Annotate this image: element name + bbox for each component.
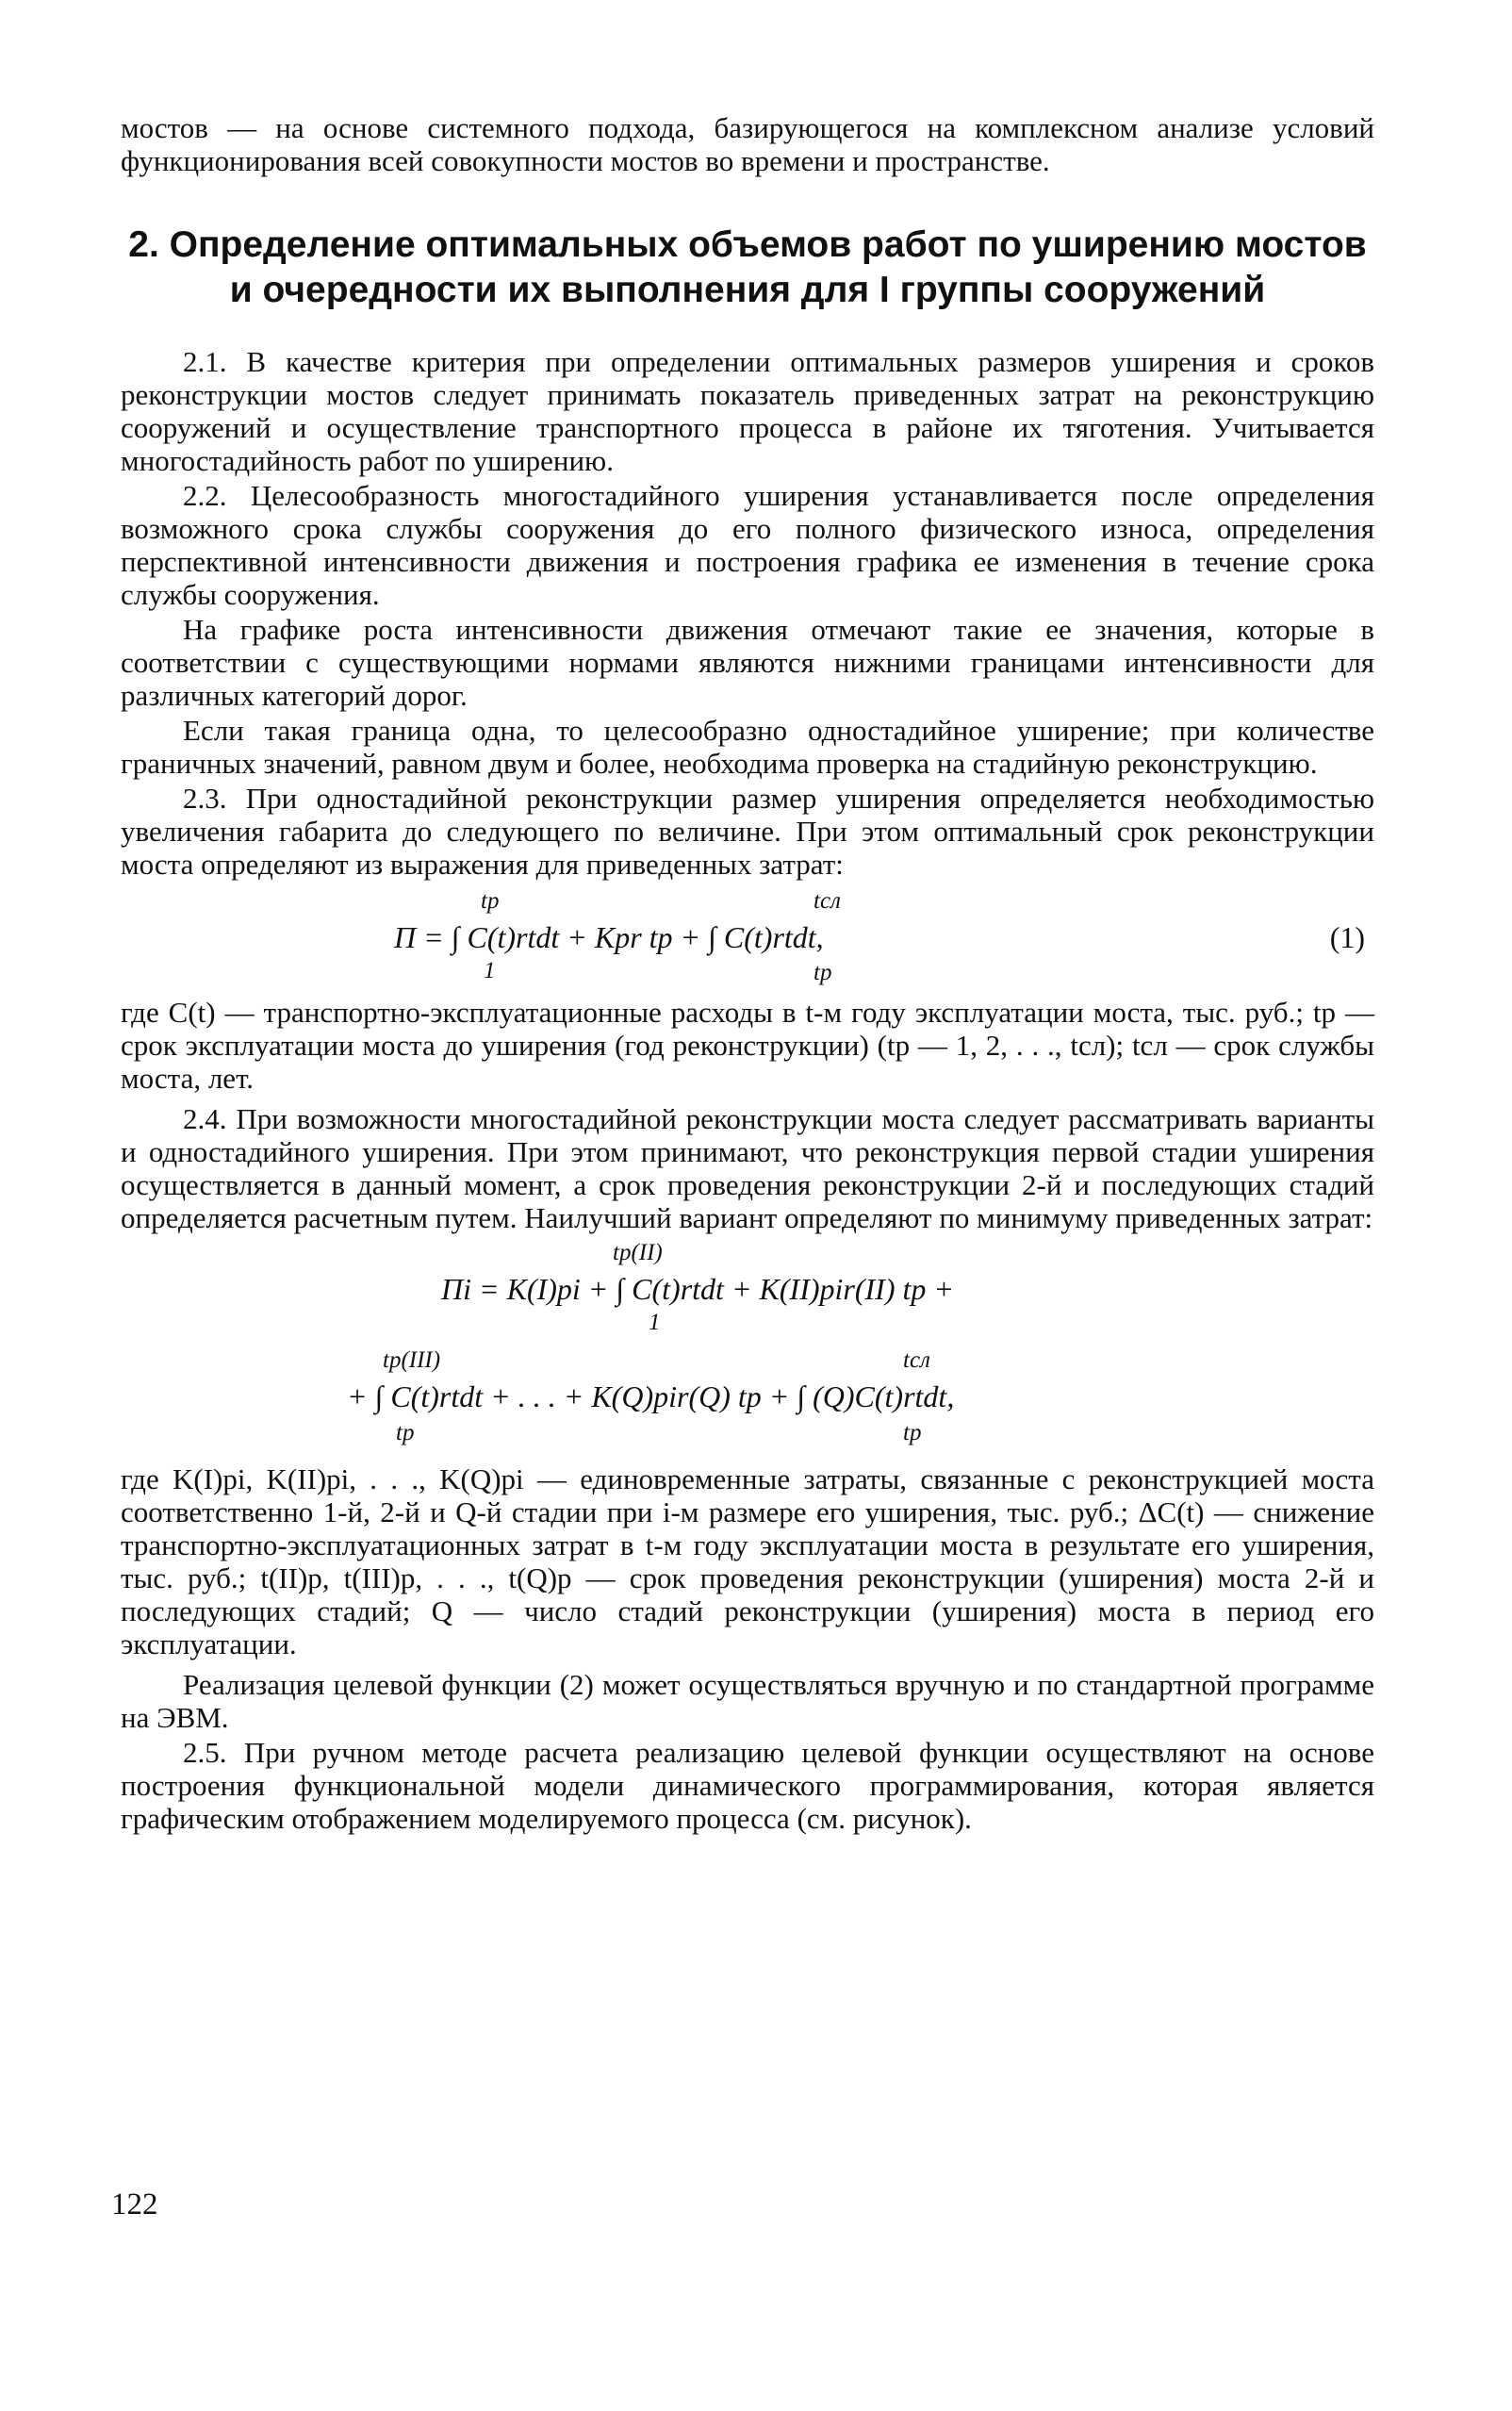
intro-paragraph: мостов — на основе системного подхода, базирующегося на комплексном анализе условий функционирования всей совокупности мостов во времени и пространстве.	[121, 111, 1374, 177]
formula-1-lower-limit-b: tр	[814, 960, 832, 985]
paragraph-implementation: Реализация целевой функции (2) может осуществляться вручную и по стандартной программе на ЭВМ.	[121, 1668, 1374, 1734]
formula-1-upper-limit-b: tсл	[814, 888, 841, 914]
formula-2-upper-limit-1: tр(II)	[613, 1240, 663, 1265]
formula-2-line-2: + ∫ C(t)rtdt + . . . + K(Q)pir(Q) tр + ∫ (Q)C(t)rtdt,	[347, 1379, 955, 1413]
paragraph-2-3: 2.3. При одностадийной реконструкции размер уширения определяется необходимостью увеличения габарита до следующего по величине. При этом оптимальный срок реконструкции моста определяют из выражения для приведенных затрат:	[121, 782, 1374, 881]
formula-1	[121, 883, 1374, 996]
formula-2-lower-limit-2a: tр	[396, 1420, 415, 1445]
section-title: 2. Определение оптимальных объемов работ по уширению мостов и очередности их выполнения для I группы сооружений	[128, 224, 1367, 310]
formula-1-lower-limit-a: 1	[484, 958, 496, 983]
paragraph-2-1: 2.1. В качестве критерия при определении оптимальных размеров уширения и сроков реконструкции мостов следует принимать показатель приведенных затрат на реконструкцию сооружений и осуществление транспортного процесса в районе их тяготения. Учитывается многостадийность работ по уширению.	[121, 345, 1374, 477]
formula-1-expression: П = ∫ C(t)rtdt + Kрr tр + ∫ C(t)rtdt,	[394, 920, 824, 954]
paragraph-2-5: 2.5. При ручном методе расчета реализацию целевой функции осуществляют на основе построения функциональной модели динамического программирования, которая является графическим отображением моделируемого процесса (см. рисунок).	[121, 1736, 1374, 1835]
formula-2	[121, 1236, 1374, 1462]
formula-1-upper-limit-a: tр	[481, 888, 500, 914]
formula-2-lower-limit-2b: tр	[903, 1420, 922, 1445]
formula-2-line-1: Пi = K(I)pi + ∫ C(t)rtdt + K(II)pir(II) tр +	[441, 1272, 954, 1306]
paragraph-2-4: 2.4. При возможности многостадийной реконструкции моста следует рассматривать варианты и одностадийного уширения. При этом принимают, что реконструкция первой стадии уширения осуществляется в данный момент, а срок проведения реконструкции 2-й и последующих стадий определяется расчетным путем. Наилучший вариант определяют по минимуму приведенных затрат:	[121, 1102, 1374, 1234]
formula-2-lower-limit-1: 1	[649, 1310, 661, 1335]
formula-1-number: (1)	[1329, 920, 1365, 954]
formula-2-legend: где K(I)pi, K(II)pi, . . ., K(Q)pi — единовременные затраты, связанные с реконструкцией моста соответственно 1-й, 2-й и Q-й стадии при i-м размере его уширения, тыс. руб.; ΔC(t) — снижение транспортно-эксплуатационных затрат в t-м году эксплуатации моста в результате его уширения, тыс. руб.; t(II)р, t(III)р, . . ., t(Q)р — срок проведения реконструкции (уширения) моста 2-й и последующих стадий; Q — число стадий реконструкции (уширения) моста в период его эксплуатации.	[121, 1462, 1374, 1660]
document-page	[121, 111, 1374, 1837]
formula-2-upper-limit-2b: tсл	[903, 1347, 930, 1373]
page-number: 122	[111, 2188, 158, 2221]
formula-1-legend: где C(t) — транспортно-эксплуатационные расходы в t-м году эксплуатации моста, тыс. руб.; tр — срок эксплуатации моста до уширения (год реконструкции) (tр — 1, 2, . . ., tсл); tсл — срок службы моста, лет.	[121, 996, 1374, 1095]
paragraph-2-2-graph: На графике роста интенсивности движения отмечают такие ее значения, которые в соответствии с существующими нормами являются нижними границами интенсивности для различных категорий дорог.	[121, 613, 1374, 712]
formula-2-upper-limit-2a: tр(III)	[383, 1347, 441, 1373]
paragraph-2-2: 2.2. Целесообразность многостадийного уширения устанавливается после определения возможного срока службы сооружения до его полного физического износа, определения перспективной интенсивности движения и построения графика ее изменения в течение срока службы сооружения.	[121, 479, 1374, 611]
paragraph-2-2-boundary: Если такая граница одна, то целесообразно одностадийное уширение; при количестве граничных значений, равном двум и более, необходима проверка на стадийную реконструкцию.	[121, 714, 1374, 780]
